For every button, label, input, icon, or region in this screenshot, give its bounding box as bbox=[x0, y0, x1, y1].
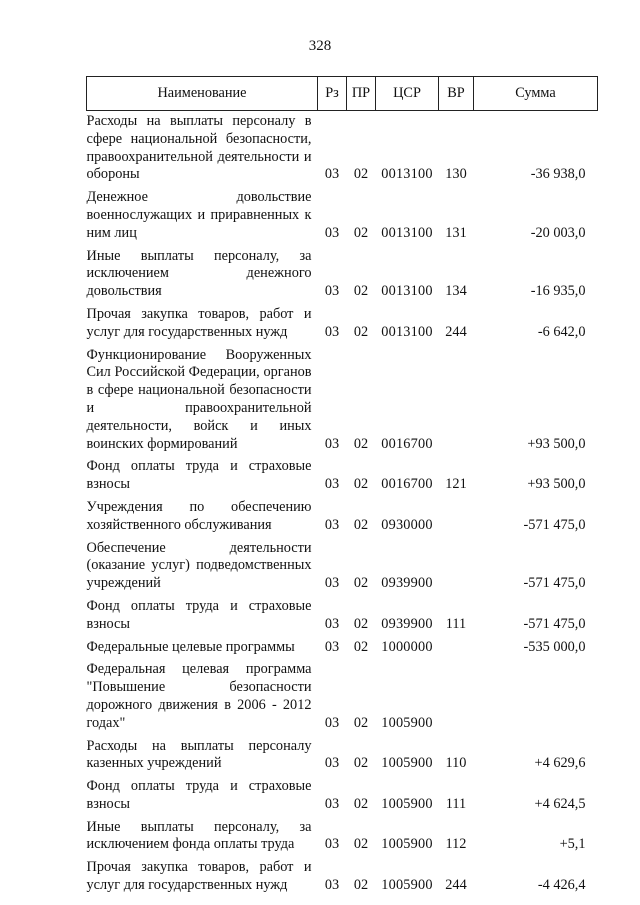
pr-cell: 02 bbox=[353, 476, 369, 493]
rz-cell: 03 bbox=[324, 575, 340, 592]
pr-cell: 02 bbox=[353, 877, 369, 894]
pr-cell: 02 bbox=[353, 166, 369, 183]
rz-cell: 03 bbox=[324, 224, 340, 241]
header-sum: Сумма bbox=[474, 77, 598, 111]
name-cell: Федеральные целевые программы bbox=[86, 638, 295, 655]
name-cell: Иные выплаты персоналу, за исключением фонда оплаты труда bbox=[86, 818, 312, 853]
rz-cell: 03 bbox=[324, 615, 340, 632]
name-cell: Расходы на выплаты персоналу в сфере национальной безопасности, правоохранительной деятельности и обороны bbox=[86, 113, 312, 183]
sum-cell bbox=[474, 661, 598, 737]
sum-cell: -4 426,4 bbox=[537, 877, 586, 894]
rz-cell: 03 bbox=[324, 166, 340, 183]
csr-cell: 1000000 bbox=[381, 638, 433, 655]
rz-cell: 03 bbox=[324, 283, 340, 300]
name-cell: Денежное довольствие военнослужащих и приравненных к ним лиц bbox=[86, 189, 312, 241]
table-row bbox=[87, 738, 598, 779]
rz-cell: 03 bbox=[324, 638, 340, 655]
pr-cell: 02 bbox=[353, 283, 369, 300]
table-header bbox=[87, 77, 598, 111]
vr-cell: 121 bbox=[445, 476, 467, 493]
sum-cell: -36 938,0 bbox=[530, 166, 586, 183]
csr-cell: 0930000 bbox=[381, 516, 433, 533]
vr-cell: 134 bbox=[445, 283, 467, 300]
pr-cell: 02 bbox=[353, 435, 369, 452]
name-cell: Прочая закупка товаров, работ и услуг для государственных нужд bbox=[86, 305, 312, 340]
vr-cell bbox=[439, 661, 474, 737]
name-cell: Обеспечение деятельности (оказание услуг) подведомственных учреждений bbox=[86, 539, 312, 592]
table-row bbox=[87, 111, 598, 190]
header-row bbox=[87, 77, 598, 111]
sum-cell: -6 642,0 bbox=[537, 323, 586, 340]
vr-cell: 244 bbox=[445, 877, 467, 894]
pr-cell: 02 bbox=[353, 615, 369, 632]
pr-cell: 02 bbox=[353, 224, 369, 241]
csr-cell: 1005900 bbox=[381, 795, 433, 812]
table-row bbox=[87, 458, 598, 499]
pr-cell: 02 bbox=[353, 836, 369, 853]
csr-cell: 1005900 bbox=[381, 877, 433, 894]
vr-cell: 244 bbox=[445, 323, 467, 340]
csr-cell: 0013100 bbox=[381, 283, 433, 300]
table-row bbox=[87, 499, 598, 540]
name-cell: Учреждения по обеспечению хозяйственного обслуживания bbox=[86, 498, 312, 533]
csr-cell: 0013100 bbox=[381, 323, 433, 340]
pr-cell: 02 bbox=[353, 755, 369, 772]
sum-cell: +5,1 bbox=[559, 836, 586, 853]
name-cell: Функционирование Вооруженных Сил Российской Федерации, органов в сфере национальной безопасности и правоохранительной деятельности, войск и иных воинских формирований bbox=[86, 346, 312, 452]
table-row bbox=[87, 661, 598, 737]
name-cell: Федеральная целевая программа "Повышение безопасности дорожного движения в 2006 - 2012 годах" bbox=[86, 661, 312, 731]
name-cell: Фонд оплаты труда и страховые взносы bbox=[86, 778, 312, 812]
sum-cell: -571 475,0 bbox=[523, 516, 586, 533]
pr-cell: 02 bbox=[353, 575, 369, 592]
name-cell: Иные выплаты персоналу, за исключением денежного довольствия bbox=[86, 247, 312, 300]
vr-cell: 130 bbox=[445, 166, 467, 183]
rz-cell: 03 bbox=[324, 516, 340, 533]
sum-cell: +93 500,0 bbox=[527, 435, 586, 452]
csr-cell: 0016700 bbox=[381, 435, 433, 452]
rz-cell: 03 bbox=[324, 795, 340, 812]
sum-cell: -535 000,0 bbox=[523, 638, 586, 655]
name-cell: Фонд оплаты труда и страховые взносы bbox=[86, 458, 312, 493]
csr-cell: 0939900 bbox=[381, 615, 433, 632]
vr-cell: 111 bbox=[445, 615, 467, 632]
csr-cell: 1005900 bbox=[381, 714, 433, 731]
csr-cell: 0939900 bbox=[381, 575, 433, 592]
sum-cell: +4 629,6 bbox=[534, 755, 586, 772]
vr-cell bbox=[439, 499, 474, 540]
rz-cell: 03 bbox=[324, 323, 340, 340]
header-vr: ВР bbox=[439, 77, 474, 111]
vr-cell: 131 bbox=[445, 224, 467, 241]
header-pr: ПР bbox=[347, 77, 376, 111]
sum-cell: +93 500,0 bbox=[527, 476, 586, 493]
csr-cell: 0013100 bbox=[381, 224, 433, 241]
sum-cell: -16 935,0 bbox=[530, 283, 586, 300]
table-row bbox=[87, 859, 598, 900]
table-row bbox=[87, 248, 598, 306]
table-row bbox=[87, 819, 598, 860]
rz-cell: 03 bbox=[324, 755, 340, 772]
pr-cell: 02 bbox=[353, 795, 369, 812]
header-rz: Рз bbox=[318, 77, 347, 111]
rz-cell: 03 bbox=[324, 877, 340, 894]
csr-cell: 1005900 bbox=[381, 755, 433, 772]
rz-cell: 03 bbox=[324, 714, 340, 731]
name-cell: Расходы на выплаты персоналу казенных учреждений bbox=[86, 737, 312, 772]
pr-cell: 02 bbox=[353, 638, 369, 655]
page-number: 328 bbox=[308, 38, 332, 54]
sum-cell: -20 003,0 bbox=[530, 224, 586, 241]
vr-cell bbox=[439, 639, 474, 662]
rz-cell: 03 bbox=[324, 435, 340, 452]
sum-cell: -571 475,0 bbox=[523, 615, 586, 632]
table-row bbox=[87, 598, 598, 639]
vr-cell bbox=[439, 540, 474, 598]
name-cell: Прочая закупка товаров, работ и услуг для государственных нужд bbox=[86, 859, 312, 894]
budget-table bbox=[86, 76, 598, 900]
rz-cell: 03 bbox=[324, 476, 340, 493]
pr-cell: 02 bbox=[353, 323, 369, 340]
table-row bbox=[87, 778, 598, 819]
sum-cell: +4 624,5 bbox=[534, 795, 586, 812]
vr-cell bbox=[439, 347, 474, 459]
vr-cell: 111 bbox=[445, 795, 467, 812]
csr-cell: 1005900 bbox=[381, 836, 433, 853]
name-cell: Фонд оплаты труда и страховые взносы bbox=[86, 597, 312, 632]
csr-cell: 0016700 bbox=[381, 476, 433, 493]
table-row bbox=[87, 540, 598, 598]
sum-cell: -571 475,0 bbox=[523, 575, 586, 592]
rz-cell: 03 bbox=[324, 836, 340, 853]
pr-cell: 02 bbox=[353, 516, 369, 533]
header-csr: ЦСР bbox=[376, 77, 439, 111]
csr-cell: 0013100 bbox=[381, 166, 433, 183]
vr-cell: 110 bbox=[445, 755, 467, 772]
table-row bbox=[87, 306, 598, 347]
pr-cell: 02 bbox=[353, 714, 369, 731]
header-name: Наименование bbox=[87, 77, 318, 111]
table-body bbox=[87, 111, 598, 900]
vr-cell: 112 bbox=[445, 836, 467, 853]
table-row bbox=[87, 639, 598, 662]
table-row bbox=[87, 347, 598, 459]
table-row bbox=[87, 189, 598, 247]
